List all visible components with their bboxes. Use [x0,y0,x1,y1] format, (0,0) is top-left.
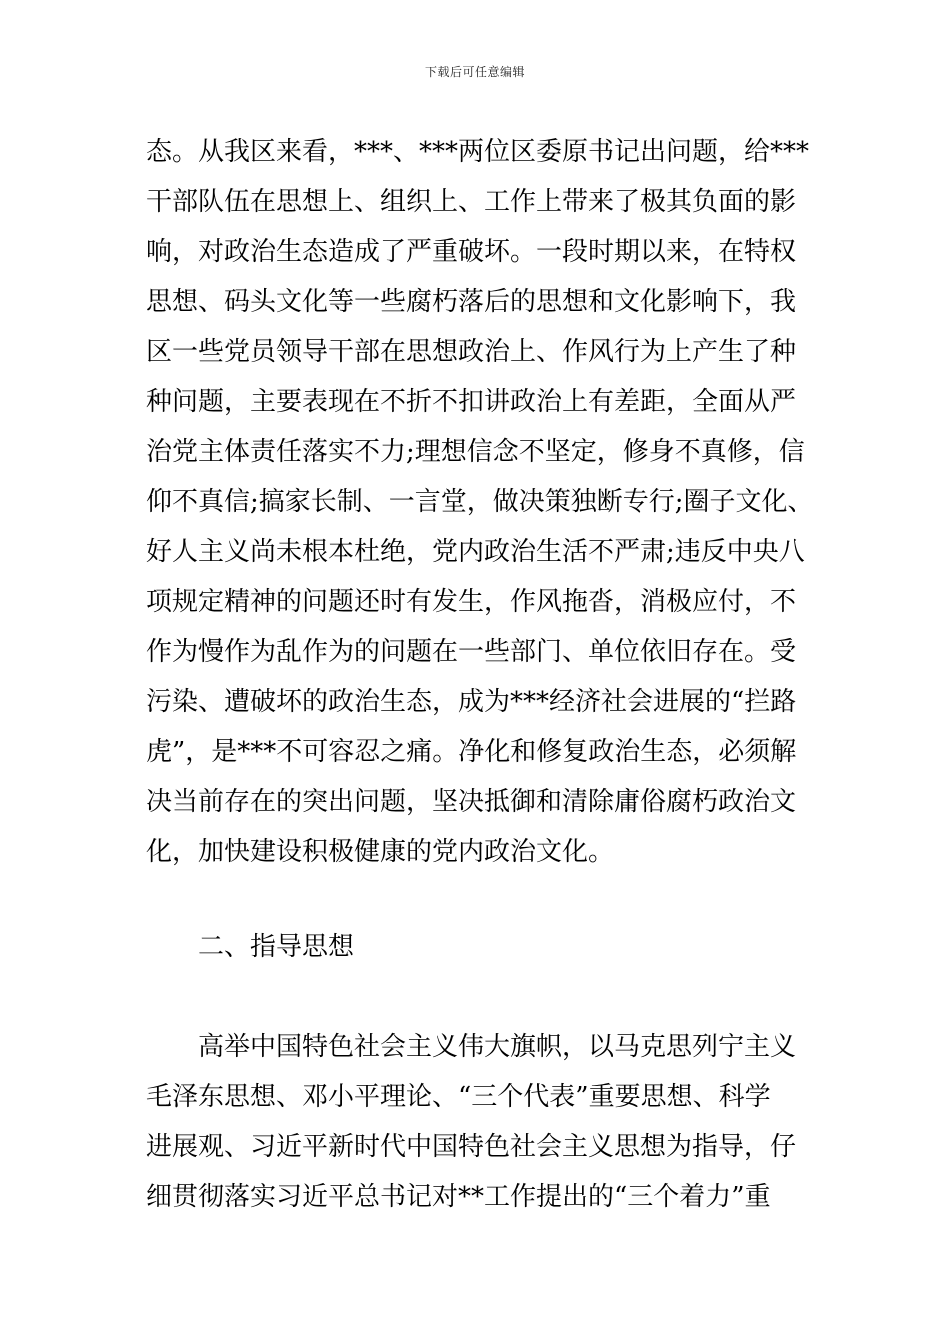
paragraph-line: 好人主义尚未根本杜绝，党内政治生活不严肃;违反中央八 [146,537,805,567]
paragraph-line: 化，加快建设积极健康的党内政治文化。 [146,837,615,867]
paragraph-line: 虎”，是***不可容忍之痛。净化和修复政治生态，必须解 [146,737,797,767]
paragraph-line: 细贯彻落实习近平总书记对**工作提出的“三个着力”重 [146,1182,771,1212]
paragraph-line: 思想、码头文化等一些腐朽落后的思想和文化影响下，我 [146,287,797,317]
paragraph-line: 响，对政治生态造成了严重破坏。一段时期以来，在特权 [146,237,797,267]
paragraph-line: 区一些党员领导干部在思想政治上、作风行为上产生了种 [146,337,797,367]
paragraph-line: 污染、遭破坏的政治生态，成为***经济社会进展的“拦路 [146,687,797,717]
paragraph-line: 高举中国特色社会主义伟大旗帜，以马克思列宁主义 [198,1032,797,1062]
section-heading: 二、指导思想 [198,932,355,962]
paragraph-line: 仰不真信;搞家长制、一言堂，做决策独断专行;圈子文化、 [146,487,814,517]
paragraph-line: 治党主体责任落实不力;理想信念不坚定，修身不真修，信 [146,437,805,467]
paragraph-line: 项规定精神的问题还时有发生，作风拖沓，消极应付，不 [146,587,797,617]
page-header: 下载后可任意编辑 [424,65,525,79]
paragraph-line: 毛泽东思想、邓小平理论、“三个代表”重要思想、科学 [146,1082,771,1112]
paragraph-line: 决当前存在的突出问题，坚决抵御和清除庸俗腐朽政治文 [146,787,797,817]
paragraph-line: 进展观、习近平新时代中国特色社会主义思想为指导，仔 [146,1132,797,1162]
paragraph-line: 态。从我区来看，***、***两位区委原书记出问题，给*** [146,137,810,167]
paragraph-line: 种问题，主要表现在不折不扣讲政治上有差距，全面从严 [146,387,797,417]
paragraph-line: 干部队伍在思想上、组织上、工作上带来了极其负面的影 [146,187,797,217]
paragraph-line: 作为慢作为乱作为的问题在一些部门、单位依旧存在。受 [146,637,797,667]
